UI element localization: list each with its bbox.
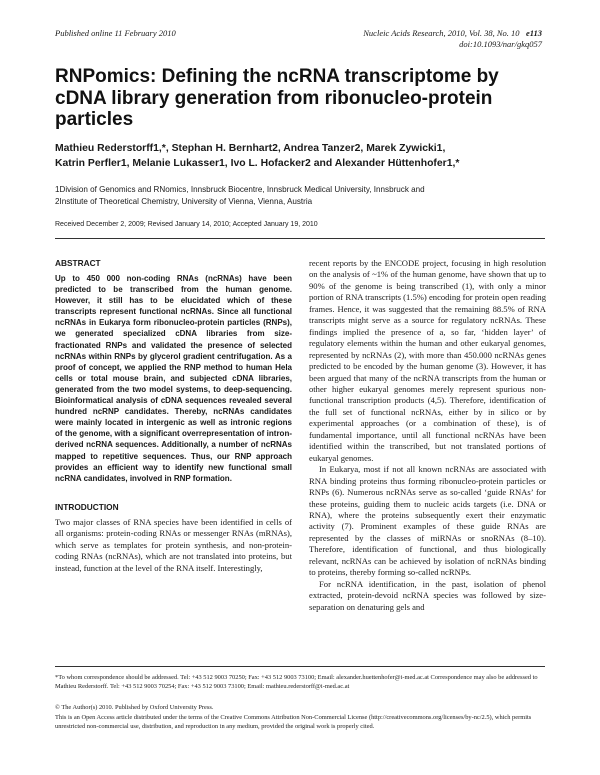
affiliation-1: 1Division of Genomics and RNomics, Innsbruck Biocentre, Innsbruck Medical University, Innsbruck and [55,185,425,194]
copyright-line: © The Author(s) 2010. Published by Oxford University Press. [55,704,214,711]
right-column [309,258,546,613]
affiliation-2: 2Institute of Theoretical Chemistry, University of Vienna, Vienna, Austria [55,196,313,206]
footnote-divider [55,666,545,667]
author-list [55,141,535,171]
author-line-1: Mathieu Rederstorff1,*, Stephan H. Bernhart2, Andrea Tanzer2, Marek Zywicki1, [55,143,446,154]
paragraph-3: For ncRNA identification, in the past, isolation of phenol extracted, protein-devoid ncRNA species was followed by size-separation on denaturing gels and [309,578,546,612]
left-column [55,258,292,574]
doi: doi:10.1093/nar/gkq057 [459,39,542,49]
paragraph-1: recent reports by the ENCODE project, focusing in high resolution on the analysis of ~1% of the human genome, have shown that up to 90% of the genome is being transcribed (1), with only a minor portion of RNA transcripts (1.5%) encoding for protein open reading frames. Hence, it was suggested that the remaining 88.5% of RNA transcripts might serve as a source for regulatory ncRNAs. These findings implied the presence of a, so far, ‘hidden layer’ of regulatory elements within the human and other eukaryal genomes, represented by ncRNAs (2), with more than 450.000 ncRNAs genes predicted to be encoded by the human genome (3). However, it has been argued that many of the ncRNA transcripts from the human or other higher eukaryal genomes merely represent spurious non-functional transcription products (4,5). Therefore, identification of the full set of functional ncRNAs, either by in silico or by experimental approaches (or a combination of these), is of fundamental importance, until all functional ncRNAs have been identified within the transcribed, but not translated portions of eukaryal genomes. [309,258,546,463]
introduction-heading: INTRODUCTION [55,501,119,512]
header-divider [55,238,545,239]
journal-citation: Nucleic Acids Research, 2010, Vol. 38, No. 10 [363,28,520,38]
affiliations [55,184,545,207]
journal-header [363,28,542,50]
author-line-2: Katrin Perfler1, Melanie Lukasser1, Ivo L. Hofacker2 and Alexander Hüttenhofer1,* [55,158,460,169]
introduction-paragraph: Two major classes of RNA species have been identified in cells of all organisms: protein-coding RNAs or messenger RNAs (mRNAs), which serve as templates for protein synthesis, and non-protein-coding RNAs (ncRNAs), which are not translated into proteins, but instead, function at the level of the RNA itself. Interestingly, [55,516,292,573]
paragraph-2: In Eukarya, most if not all known ncRNAs are associated with RNA binding proteins thus forming ribonucleo-protein particles or RNPs (6). Numerous ncRNAs serve as so-called ‘guide RNAs’ for these proteins, guiding them to nucleic acids targets (i.e. DNA or RNA), where the proteins subsequently exert their enzymatic activity (7). Prominent examples of these guide RNAs are represented by the classes of miRNAs or snoRNAs (8–10). Therefore, identification of functional, and thus biologically relevant, ncRNAs can be achieved by isolation of ncRNAs binding to proteins, thereby forming so-called ncRNPs. [309,464,546,578]
article-title: RNPomics: Defining the ncRNA transcriptome by cDNA library generation from ribonucleo-protein particles [55,66,499,130]
received-dates: Received December 2, 2009; Revised January 14, 2010; Accepted January 19, 2010 [55,221,318,228]
article-id: e113 [525,28,542,38]
published-date: Published online 11 February 2010 [55,28,176,38]
abstract-text: Up to 450 000 non-coding RNAs (ncRNAs) have been predicted to be transcribed from the human genome. However, it still has to be elucidated which of these transcripts represent functional ncRNAs. Since all functional ncRNAs in Eukarya form ribonucleo-protein particles (RNPs), we generated specialized cDNA libraries from size-fractionated RNPs and validated the presence of selected ncRNAs within RNPs by glycerol gradient centrifugation. As a proof of concept, we applied the RNP method to human Hela cells or total mouse brain, and subjected cDNA libraries, generated from the two model systems, to deep-sequencing. Bioinformatical analysis of cDNA sequences revealed several hundred ncRNP candidates. Thereby, ncRNAs candidates were mainly located in intergenic as well as intronic regions of the genome, with a significant overrepresentation of intron-derived ncRNA sequences. Additionally, a number of ncRNAs mapped to repetitive sequences. Thus, our RNP approach provides an efficient way to identify new functional small ncRNA candidates, involved in RNP formation. [55,274,292,483]
correspondence-note: *To whom correspondence should be addressed. Tel: +43 512 9003 70250; Fax: +43 512 9003 73100; Email: alexander.huettenhofer@i-med.ac.at Correspondence may also be addressed to Mathieu Rederstorff. Tel: +43 512 9003 70254; Fax: +43 512 9003 73100; Email: mathieu.rederstorff@i-med.ac.at [55,674,538,690]
license-text: This is an Open Access article distributed under the terms of the Creative Commons Attribution Non-Commercial License (http://creativecommons.org/licenses/by-nc/2.5), which permits unrestricted non-commercial use, distribution, and reproduction in any medium, provided the original work is properly cited. [55,714,532,730]
abstract-heading: ABSTRACT [55,258,101,268]
